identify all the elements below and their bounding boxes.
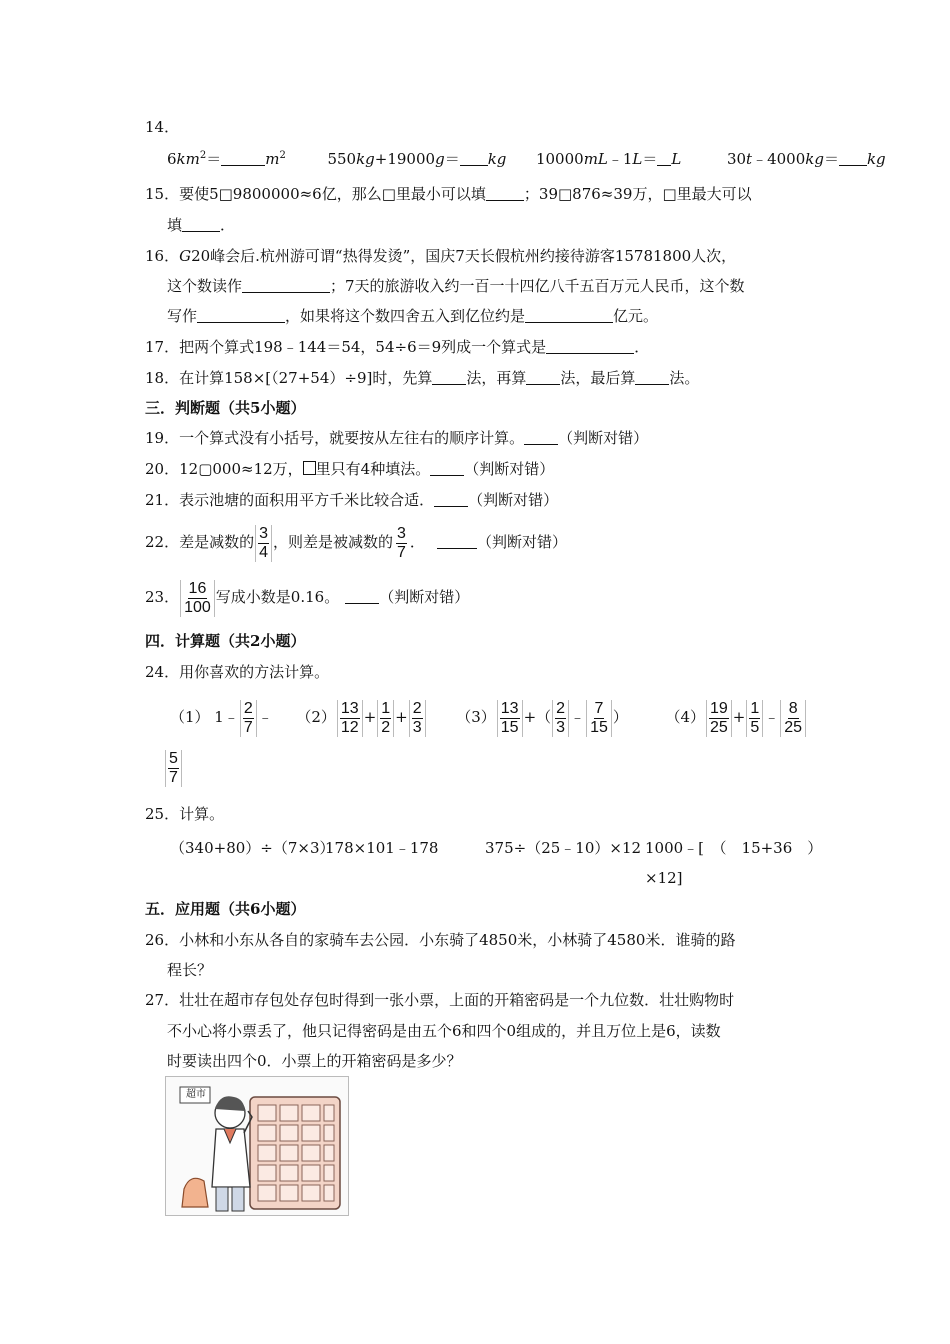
- q14-items: $6km^2= m^2$ 550kg+19000g＝ kg 10000mL﹣1L＝ L 30t﹣4000kg＝ kg: [167, 150, 886, 168]
- q15-line1: 15．要使5□9800000≈6亿，那么□里最小可以填 ；39□876≈39万，□里最大可以: [145, 185, 752, 203]
- q16-line2: 这个数读作 ；7天的旅游收入约一百一十四亿八千五百万元人民币，这个数: [167, 277, 745, 295]
- q24-title: 24．用你喜欢的方法计算。: [145, 663, 330, 681]
- q27-line3: 时要读出四个0．小票上的开箱密码是多少？: [167, 1052, 462, 1070]
- q16-line1: 16．G20峰会后.杭州游可谓“热得发烫”，国庆7天长假杭州约接待游客15781800人次，: [145, 247, 737, 265]
- section-3-heading: 三．判断题（共5小题）: [145, 399, 306, 417]
- q24-expressions: （1） 1﹣ $\frac{2}{7}$ ﹣ （2） $\frac{13}{12}$ + $\frac{1}{2}$ + $\frac{2}{3}$ （3） $\frac{13}{15}$ +（ $\frac{2}{3}$ ﹣ $\frac{7}{15}$ ） （4） $\frac{19}{25}$ + $\frac{1}{5}$ ﹣ $\frac{8}{25}$: [170, 695, 807, 739]
- q20: 20．12▢000≈12万， 里只有4种填法。 （判断对错）: [145, 460, 555, 478]
- q27-line1: 27．壮壮在超市存包处存包时得到一张小票，上面的开箱密码是一个九位数．壮壮购物时: [145, 991, 735, 1009]
- q21: 21．表示池塘的面积用平方千米比较合适． （判断对错）: [145, 491, 559, 509]
- blank-box-icon: [303, 461, 316, 475]
- q18: 18．在计算158×[（27+54）÷9]时，先算 法，再算 法，最后算 法。: [145, 369, 700, 387]
- section-5-heading: 五．应用题（共6小题）: [145, 900, 306, 918]
- q25-expr-4a: 1000﹣[ （ 15+36 ）: [645, 839, 823, 857]
- q25-expr-3: 375÷（25﹣10）×12: [485, 839, 642, 857]
- q27-line2: 不小心将小票丢了，他只记得密码是由五个6和四个0组成的，并且万位上是6，读数: [167, 1022, 721, 1040]
- shop-sign: 超市: [186, 1089, 206, 1100]
- q25-title: 25．计算。: [145, 805, 225, 823]
- q22: 22．差是减数的 $\frac{3}{4}$ ，则差是被减数的 $\frac{3}{7}$ ． （判断对错）: [145, 524, 567, 561]
- q16-line3: 写作 ，如果将这个数四舍五入到亿位约是 亿元。: [167, 307, 659, 325]
- q24-continued-fraction: $\frac{5}{7}$: [164, 745, 183, 789]
- q17: 17．把两个算式198﹣144＝54，54÷6＝9列成一个算式是 ．: [145, 338, 650, 356]
- q19: 19．一个算式没有小括号，就要按从左往右的顺序计算。 （判断对错）: [145, 429, 649, 447]
- q14-number: 14．: [145, 118, 180, 136]
- q26-line2: 程长？: [167, 961, 213, 979]
- q25-expr-2: 178×101﹣178: [325, 839, 439, 857]
- q15-line2: 填 ．: [167, 216, 236, 234]
- section-4-heading: 四．计算题（共2小题）: [145, 632, 306, 650]
- q26-line1: 26．小林和小东从各自的家骑车去公园．小东骑了4850米，小林骑了4580米．谁骑的路: [145, 931, 736, 949]
- q25-expr-4b: ×12]: [645, 869, 683, 887]
- blank-box-icon: ▢: [198, 460, 213, 478]
- q23: 23． $\frac{16}{100}$ 写成小数是0.16。 （判断对错）: [145, 579, 470, 616]
- supermarket-locker-illustration: [165, 1076, 349, 1216]
- q25-expr-1: （340+80）÷（7×3）: [170, 839, 335, 857]
